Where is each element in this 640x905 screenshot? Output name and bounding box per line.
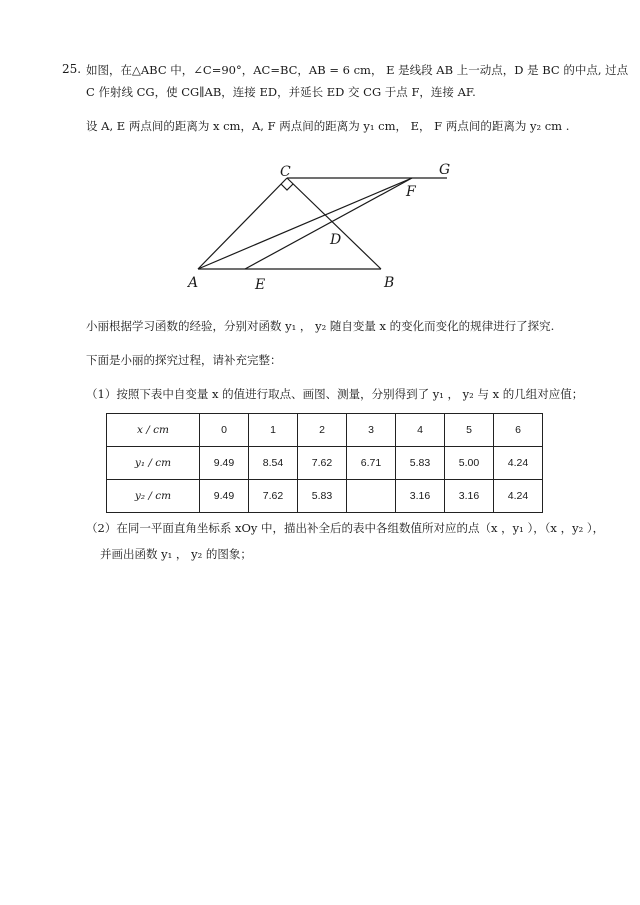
table-cell: 3.16 — [445, 480, 494, 513]
values-table — [106, 413, 543, 513]
problem-line-1: 如图，在△ABC 中，∠C=90°，AC=BC，AB = 6 cm， E 是线段 AB 上一动点，D 是 BC 的中点, 过点 — [86, 63, 629, 77]
table-cell: 7.62 — [298, 447, 347, 480]
table-cell: 5 — [445, 414, 494, 447]
table-cell: 3 — [347, 414, 396, 447]
right-angle-marker — [281, 184, 293, 190]
problem-line-3: 设 A, E 两点间的距离为 x cm，A, F 两点间的距离为 y₁ cm， E， F 两点间的距离为 y₂ cm . — [86, 119, 570, 133]
table-row-x — [107, 414, 543, 447]
table-cell: 9.49 — [200, 480, 249, 513]
label-e: E — [255, 277, 266, 293]
segment-af — [198, 178, 412, 269]
table-cell: 4 — [396, 414, 445, 447]
process-text: 下面是小丽的探究过程，请补充完整： — [86, 353, 282, 367]
label-f: F — [406, 184, 416, 200]
table-cell: 5.00 — [445, 447, 494, 480]
table-header-x: x / cm — [107, 414, 200, 447]
label-d: D — [330, 232, 342, 248]
table-cell: 2 — [298, 414, 347, 447]
step2-line-2: 并画出函数 y₁ ， y₂ 的图象； — [100, 547, 252, 561]
table-cell-blank[interactable] — [347, 480, 396, 513]
table-cell: 4.24 — [494, 447, 543, 480]
table-header-y1: y₁ / cm — [107, 447, 200, 480]
table-cell: 6.71 — [347, 447, 396, 480]
geometry-figure — [0, 0, 640, 300]
step2-line-1: （2）在同一平面直角坐标系 xOy 中，描出补全后的表中各组数值所对应的点（x ，y₁ ），（x ，y₂ ）， — [86, 521, 605, 535]
table-cell: 0 — [200, 414, 249, 447]
table-row-y1 — [107, 447, 543, 480]
step1-text: （1）按照下表中自变量 x 的值进行取点、画图、测量，分别得到了 y₁ ， y₂ 与 x 的几组对应值； — [86, 387, 584, 401]
label-g: G — [439, 162, 451, 178]
segment-ef — [245, 178, 412, 269]
table-cell: 5.83 — [298, 480, 347, 513]
segment-ac — [198, 178, 287, 269]
table-row-y2 — [107, 480, 543, 513]
table-cell: 8.54 — [249, 447, 298, 480]
label-a: A — [188, 275, 199, 291]
table-cell: 3.16 — [396, 480, 445, 513]
label-b: B — [384, 275, 395, 291]
problem-line-2: C 作射线 CG，使 CG∥AB，连接 ED，并延长 ED 交 CG 于点 F，连接 AF. — [86, 85, 476, 99]
segment-cb — [287, 178, 381, 269]
problem-number: 25. — [62, 62, 82, 76]
table-cell: 1 — [249, 414, 298, 447]
table-cell: 4.24 — [494, 480, 543, 513]
table-cell: 7.62 — [249, 480, 298, 513]
table-header-y2: y₂ / cm — [107, 480, 200, 513]
table-cell: 6 — [494, 414, 543, 447]
label-c: C — [280, 164, 291, 180]
table-cell: 9.49 — [200, 447, 249, 480]
table-cell: 5.83 — [396, 447, 445, 480]
explore-text: 小丽根据学习函数的经验，分别对函数 y₁ ， y₂ 随自变量 x 的变化而变化的规律进行了探究. — [86, 319, 555, 333]
